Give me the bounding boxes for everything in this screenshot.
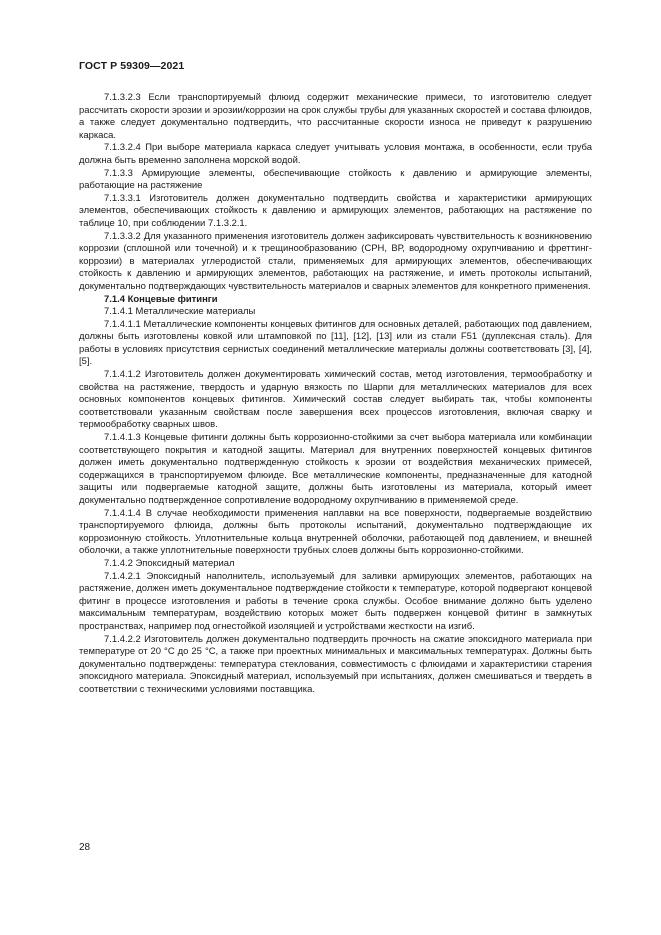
- subsection-heading-7-1-4-2: 7.1.4.2 Эпоксидный материал: [104, 557, 235, 569]
- paragraph-7-1-3-2-3: 7.1.3.2.3 Если транспортируемый флюид содержит механические примеси, то изготовителю следует рассчитать скорости эрозии и эрозии/коррозии на срок службы трубы для указанных скоростей и состава флюидов, а также следует документально подтвердить, что рассчитанные скорости износа не приведут к разрушению каркаса.: [79, 92, 592, 141]
- paragraph-7-1-4-2-2: 7.1.4.2.2 Изготовитель должен документально подтвердить прочность на сжатие эпоксидного материала при температуре от 20 °С до 25 °С, а также при проектных минимальных и максимальных температурах. Должны быть документально подтверждены: температура стеклования, совместимость с флюидами и характеристики старения эпоксидного материала. Эпоксидный материал, используемый при испытаниях, должен смешиваться и твердеть в соответствии с техническими условиями поставщика.: [79, 633, 592, 695]
- subsection-heading-7-1-4-1: 7.1.4.1 Металлические материалы: [104, 306, 256, 318]
- paragraph-7-1-4-2-1: 7.1.4.2.1 Эпоксидный наполнитель, используемый для заливки армирующих элементов, работающих на растяжение, должен иметь документальное подтверждение стойкости к температуре, которой подвергают концевой фитинг в процессе изготовления и работы в течение срока службы. Особое внимание должно быть уделено максимальным температурам, воздействию которых может быть подвержен концевой фитинг в замкнутых пространствах, например под огнестойкой изоляцией и устройствами жесткости на изгиб.: [79, 570, 592, 632]
- document-body: [79, 92, 592, 697]
- page-number: 28: [79, 842, 91, 853]
- paragraph-7-1-3-3-2: 7.1.3.3.2 Для указанного применения изготовитель должен зафиксировать чувствительность к возникновению коррозии (сплошной или точечной) и к трещинообразованию (СРН, ВР, водородному охрупчиванию и фреттинг-коррозии) в материалах углеродистой стали, применяемых для армирующих элементов, обеспечивающих стойкость к давлению и армирующих элементов, работающих на растяжение, и иметь протоколы испытаний, документально подтверждающих чувствительность материалов и сварных элементов для конкретного применения.: [79, 230, 592, 292]
- paragraph-7-1-3-3-1: 7.1.3.3.1 Изготовитель должен документально подтвердить свойства и характеристики армирующих элементов, обеспечивающих стойкость к давлению и армирующих элементов, работающих на растяжение по таблице 10, при соблюдении 7.1.3.2.1.: [79, 192, 592, 229]
- paragraph-7-1-4-1-2: 7.1.4.1.2 Изготовитель должен документировать химический состав, метод изготовления, термообработку и свойства на растяжение, твердость и ударную вязкость по Шарпи для металлических материалов для всех основных компонентов концевых фитингов. Химический состав следует выбирать так, чтобы компоненты соответствовали указанным свойствам после завершения всех процессов изготовления, включая сварку и термообработку сварных швов.: [79, 369, 592, 431]
- paragraph-7-1-4-1-3: 7.1.4.1.3 Концевые фитинги должны быть коррозионно-стойкими за счет выбора материала или комбинации соответствующего покрытия и катодной защиты. Материал для внутренних поверхностей концевых фитингов должен иметь документально подтвержденную стойкость к эрозии от воздействия механических примесей, содержащихся в транспортируемом флюиде. Все металлические компоненты, предназначенные для катодной защиты или подвергаемые катодной защите, должны быть изготовлены из материала, который имеет документально подтвержденное сопротивление водородному охрупчиванию в применяемой среде.: [79, 432, 592, 506]
- paragraph-7-1-3-3: 7.1.3.3 Армирующие элементы, обеспечивающие стойкость к давлению и армирующие элементы, работающие на растяжение: [79, 167, 592, 192]
- section-heading-7-1-4: 7.1.4 Концевые фитинги: [104, 293, 218, 305]
- document-header: ГОСТ Р 59309—2021: [79, 60, 185, 72]
- paragraph-7-1-3-2-4: 7.1.3.2.4 При выборе материала каркаса следует учитывать условия монтажа, в особенности, если труба должна быть временно заполнена морской водой.: [79, 142, 592, 166]
- paragraph-7-1-4-1-4: 7.1.4.1.4 В случае необходимости применения наплавки на все поверхности, подвергаемые воздействию транспортируемого флюида, должны быть протоколы испытаний, документально подтверждающие их коррозионную стойкость. Уплотнительные кольца внутренней оболочки, работающей под давлением, и внешней оболочки, а также уплотнительные поверхности трубных слоев должны быть коррозионно-стойкими.: [79, 507, 592, 557]
- paragraph-7-1-4-1-1: 7.1.4.1.1 Металлические компоненты концевых фитингов для основных деталей, работающих под давлением, должны быть изготовлены ковкой или штамповкой по [11], [12], [13] или из стали F51 (дуплексная сталь). Для работы в условиях присутствия сернистых соединений металлические материалы должны соответствовать [3], [4], [5].: [79, 318, 592, 368]
